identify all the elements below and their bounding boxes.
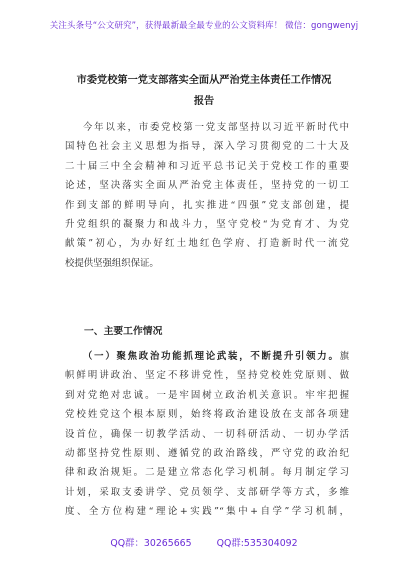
- text-line: 校提供坚强组织保证。: [65, 257, 159, 269]
- text-line: 论述，坚决落实全面从严治党主体责任，坚持党的一切工: [65, 180, 349, 192]
- title-line-1: 市委党校第一党支部落实全面从严治党主体责任工作情况: [76, 75, 332, 86]
- text-line: 到对党绝对忠诚。一是牢固树立政治机关意识。牢牢把握: [65, 389, 349, 401]
- text-line: 国特色社会主义思想为指导，深入学习贯彻党的二十大及: [65, 141, 349, 153]
- text-line: [65, 347, 349, 366]
- qq-group-1: QQ群：30265665: [110, 538, 192, 549]
- text-fragment: 旗: [339, 351, 349, 362]
- text-line: 作到支部的鲜明导向，扎实推进“四强”党支部创建，提: [65, 199, 349, 211]
- text-line: 帜鲜明讲政治、坚定不移讲党性，坚持党校姓党原则、做: [65, 370, 349, 382]
- qq-group-2: QQ群:535304092: [216, 538, 298, 549]
- title-line-2: 报告: [193, 96, 215, 107]
- text-line: 升党组织的凝聚力和战斗力，坚守党校“为党育才、为党: [65, 219, 349, 231]
- text-line: 党校姓党这个根本原则，始终将政治建设放在支部各项建: [65, 409, 349, 421]
- subsection-heading: （一）聚焦政治功能抓理论武装，不断提升引领力。: [83, 351, 340, 362]
- text-line: 今年以来，市委党校第一党支部坚持以习近平新时代中: [83, 122, 349, 133]
- text-line: 律和政治规矩。二是建立常态化学习机制。每月制定学习: [65, 467, 349, 479]
- text-line: 献策”初心，为办好红土地红色学府、打造新时代一流党: [65, 238, 349, 250]
- promo-banner: 关注头条号“公文研究”，获得最新最全最专业的公文资料库！ 微信：gongwenyj: [49, 21, 359, 31]
- intro-paragraph: [65, 118, 349, 273]
- text-line: 计划，采取支委讲学、党员领学、支部研学等方式，多维: [65, 486, 349, 498]
- text-line: 二十届三中全会精神和习近平总书记关于党校工作的重要: [65, 160, 349, 172]
- text-line: 度、全方位构建“理论+实践”“集中+自学”学习机制，: [65, 506, 349, 518]
- text-line: 设首位，确保一切教学活动、一切科研活动、一切办学活: [65, 428, 349, 440]
- document-title: [62, 70, 346, 112]
- section-heading: 一、主要工作情况: [84, 326, 163, 337]
- contact-footer: [0, 535, 408, 549]
- text-line: 动都坚持党性原则、遵循党的政治路线，严守党的政治纪: [65, 448, 349, 460]
- work-paragraph: [65, 347, 349, 522]
